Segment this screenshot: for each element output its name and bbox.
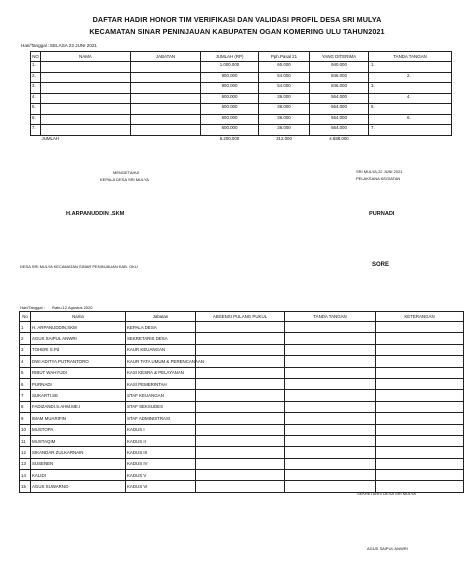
cell-nama (41, 62, 131, 73)
cell-jabatan: KADUS V (126, 470, 196, 481)
cell-jumlah: 900.000 (201, 72, 259, 83)
cell-jabatan: STAF ADMINISTRASI (126, 413, 196, 424)
cell-jabatan: STAF KEUANGAN (126, 390, 196, 401)
cell-absensi (196, 322, 285, 333)
cell-tanda-tangan (369, 62, 452, 73)
cell-jumlah: 1.000.000 (201, 62, 259, 73)
sign-left-name: H.ARPANUDDIN .SKM (66, 211, 125, 217)
signature-number-left: 5. (371, 104, 375, 109)
table-row (31, 72, 452, 83)
table-row (20, 470, 464, 481)
table-row (31, 93, 452, 104)
cell-no: 8 (20, 401, 31, 412)
sign-right-line2: PELAKSANA KEGIATAN (356, 176, 401, 181)
cell-absensi (196, 458, 285, 469)
cell-keterangan (376, 333, 464, 344)
attendance-table (19, 311, 464, 493)
col-diterima: YANG DITERIMA (310, 52, 369, 62)
sign-left-line2: KEPALA DESA SRI MULYA (100, 177, 149, 182)
cell-keterangan (376, 390, 464, 401)
cell-no: 6 (20, 378, 31, 389)
sign-left-line1: MENGETAHUI (113, 170, 140, 175)
cell-absensi (196, 470, 285, 481)
honor-table (30, 51, 452, 145)
sign-right-line1: SRI MULYA,22 JUNI 2021 (356, 169, 403, 174)
attendance-date-label: Hari/Tanggal : (20, 305, 45, 310)
cell-absensi (196, 356, 285, 367)
cell-nama (41, 125, 131, 136)
table-row (31, 114, 452, 125)
cell-absensi (196, 447, 285, 458)
signature-number-right: 4. (407, 93, 411, 99)
table-row (20, 390, 464, 401)
cell-pph: 36.000 (259, 93, 310, 104)
cell-tanda-tangan (369, 125, 452, 136)
cell-pph: 36.000 (259, 125, 310, 136)
cell-absensi (196, 435, 285, 446)
total-label: JUMLAH (41, 135, 60, 141)
cell-no (31, 135, 41, 145)
cell-nama: DWI ADITYA PUTRANTORO (31, 356, 126, 367)
cell-tanda-tangan (285, 470, 376, 481)
cell-diterima: 564.000 (310, 114, 369, 125)
cell-no: 4 (20, 356, 31, 367)
cell-pph: 36.000 (259, 114, 310, 125)
total-diterima: 4.888.000 (329, 135, 349, 141)
cell-no: 5. (31, 104, 41, 115)
cell-absensi (196, 401, 285, 412)
cell-absensi (196, 344, 285, 355)
cell-tanda-tangan (285, 378, 376, 389)
table-row (31, 62, 452, 73)
col-jabatan: Jabatan (126, 312, 196, 322)
cell-no: 13 (20, 458, 31, 469)
cell-diterima: 564.000 (310, 125, 369, 136)
col-jumlah: JUMLAH (RP) (201, 52, 259, 62)
honor-table-header (31, 52, 452, 62)
cell-jabatan: KAUR KEUANGAN (126, 344, 196, 355)
cell-jabatan (131, 114, 201, 125)
cell-tanda-tangan (285, 435, 376, 446)
cell-jabatan: KEPALA DESA (126, 322, 196, 333)
cell-jabatan: KADUS VI (126, 481, 196, 492)
cell-nama: PURNADI (31, 378, 126, 389)
cell-nama (41, 83, 131, 94)
cell-tanda-tangan (369, 135, 452, 145)
cell-nama: SUSENEN (31, 458, 126, 469)
table-row (20, 435, 464, 446)
col-no: NO (31, 52, 41, 62)
cell-jumlah: 600.000 (201, 125, 259, 136)
cell-tanda-tangan (369, 72, 452, 83)
cell-keterangan (376, 470, 464, 481)
cell-no: 1 (20, 322, 31, 333)
col-nama: Nama (31, 312, 126, 322)
cell-diterima: 846.000 (310, 83, 369, 94)
cell-diterima: 940.000 (310, 62, 369, 73)
cell-nama: RIBUT WAHYUDI (31, 367, 126, 378)
cell-jabatan (131, 125, 201, 136)
cell-jumlah: 600.000 (201, 104, 259, 115)
cell-nama: FADIZANDI.S.AHM.ME.I (31, 401, 126, 412)
cell-keterangan (376, 413, 464, 424)
cell-no: 2. (31, 72, 41, 83)
cell-nama: SUKARTI.SE (31, 390, 126, 401)
table-row (31, 83, 452, 94)
cell-keterangan (376, 367, 464, 378)
signature-number-left: 7. (371, 125, 375, 130)
cell-absensi (196, 390, 285, 401)
cell-nama (41, 93, 131, 104)
signature-number-left: 3. (371, 83, 375, 88)
cell-jabatan: KADUS III (126, 447, 196, 458)
attendance-date-value: Rabu,12 Agustus 2020 (52, 305, 93, 310)
cell-jabatan: KADUS I (126, 424, 196, 435)
cell-nama: IMAM MUARIFIN (31, 413, 126, 424)
cell-jabatan (131, 72, 201, 83)
cell-tanda-tangan (285, 322, 376, 333)
col-absensi: ABSENSI PULANG PUKUL (196, 312, 285, 322)
cell-jumlah: 900.000 (201, 83, 259, 94)
table-row (20, 322, 464, 333)
sign-right-name: PURNADI (369, 211, 395, 217)
cell-tanda-tangan (369, 93, 452, 104)
cell-nama (41, 104, 131, 115)
table-row (20, 447, 464, 458)
cell-pph: 54.000 (259, 83, 310, 94)
cell-diterima: 564.000 (310, 93, 369, 104)
cell-absensi (196, 378, 285, 389)
cell-nama: MUSTAQIM (31, 435, 126, 446)
cell-nama: MUSTOPA (31, 424, 126, 435)
cell-nama: TOHERI S.Pd (31, 344, 126, 355)
cell-keterangan (376, 344, 464, 355)
cell-tanda-tangan (369, 114, 452, 125)
cell-keterangan (376, 401, 464, 412)
org-line: DESA SRI MULYA KECAMATAN SINAR PENINJAUAN KAB. OKU (20, 264, 138, 269)
cell-jabatan: KADUS IV (126, 458, 196, 469)
total-jumlah: 5.200.000 (219, 135, 240, 141)
cell-no: 6. (31, 114, 41, 125)
cell-keterangan (376, 435, 464, 446)
cell-no: 12 (20, 447, 31, 458)
cell-jabatan: KASI PEMERINTAH (126, 378, 196, 389)
cell-nama: KALIDI (31, 470, 126, 481)
cell-absensi (196, 413, 285, 424)
table-row (20, 424, 464, 435)
cell-diterima: 846.000 (310, 72, 369, 83)
cell-nama: SIKANDAR ZULKARNAIN (31, 447, 126, 458)
cell-diterima: 564.000 (310, 104, 369, 115)
cell-absensi (196, 481, 285, 492)
cell-jabatan: STAF SEKSUDES (126, 401, 196, 412)
cell-nama (41, 114, 131, 125)
cell-no: 9 (20, 413, 31, 424)
cell-no: 3. (31, 83, 41, 94)
cell-jabatan (131, 135, 201, 145)
table-row (20, 356, 464, 367)
cell-nama (41, 72, 131, 83)
session-label: SORE (372, 262, 390, 268)
cell-no: 10 (20, 424, 31, 435)
cell-jabatan (131, 62, 201, 73)
cell-tanda-tangan (285, 344, 376, 355)
table-row (20, 333, 464, 344)
col-jabatan: JABATAN (131, 52, 201, 62)
table-row (31, 104, 452, 115)
signature-number-right: 2. (407, 72, 411, 78)
cell-tanda-tangan (369, 104, 452, 115)
cell-no: 7 (20, 390, 31, 401)
col-pph: Pph.Pasal 21 (259, 52, 310, 62)
date-label: Hari/Tanggal : (21, 43, 50, 48)
cell-tanda-tangan (285, 447, 376, 458)
footer-position: SEKRETARIS DESA SRI MULYA (357, 491, 416, 496)
col-tanda-tangan: TANDA TANGAN (369, 52, 452, 62)
cell-pph: 54.000 (259, 72, 310, 83)
cell-jabatan: KAUR TATA UMUM & PERENCANAAN (126, 356, 196, 367)
cell-jumlah: 600.000 (201, 93, 259, 104)
cell-jabatan: KADUS II (126, 435, 196, 446)
document-title-line1: DAFTAR HADIR HONOR TIM VERIFIKASI DAN VALIDASI PROFIL DESA SRI MULYA (92, 15, 382, 24)
cell-absensi (196, 367, 285, 378)
cell-tanda-tangan (285, 356, 376, 367)
cell-absensi (196, 424, 285, 435)
table-row (20, 367, 464, 378)
table-row (20, 378, 464, 389)
cell-no: 11 (20, 435, 31, 446)
signature-number-left: 1. (371, 62, 375, 67)
cell-absensi (196, 333, 285, 344)
cell-nama: AGUS SAIPUL ANWRI (31, 333, 126, 344)
table-row (20, 413, 464, 424)
cell-jumlah: 600.000 (201, 114, 259, 125)
cell-no: 5 (20, 367, 31, 378)
total-pph: 312.000 (276, 135, 292, 141)
col-nama: NAMA (41, 52, 131, 62)
cell-no: 2 (20, 333, 31, 344)
cell-pph: 36.000 (259, 104, 310, 115)
cell-tanda-tangan (285, 413, 376, 424)
cell-keterangan (376, 424, 464, 435)
table-row (31, 125, 452, 136)
table-row (20, 344, 464, 355)
cell-tanda-tangan (285, 458, 376, 469)
total-row (31, 135, 452, 145)
cell-jabatan: SEKRETARIS DESA (126, 333, 196, 344)
cell-tanda-tangan (285, 333, 376, 344)
cell-no: 14 (20, 470, 31, 481)
cell-no: 4. (31, 93, 41, 104)
cell-tanda-tangan (285, 424, 376, 435)
cell-jabatan (131, 104, 201, 115)
cell-keterangan (376, 322, 464, 333)
cell-tanda-tangan (285, 367, 376, 378)
footer-name: AGUS SAIPUL ANWRI (367, 546, 408, 551)
cell-tanda-tangan (369, 83, 452, 94)
cell-jabatan: KASI KESRA & PELAYANAN (126, 367, 196, 378)
cell-no: 15 (20, 481, 31, 492)
cell-no: 3 (20, 344, 31, 355)
cell-jabatan (131, 83, 201, 94)
cell-pph: 60.000 (259, 62, 310, 73)
col-tanda-tangan: TANDA TANGAN (285, 312, 376, 322)
table-row (20, 458, 464, 469)
cell-tanda-tangan (285, 401, 376, 412)
cell-keterangan (376, 447, 464, 458)
cell-keterangan (376, 356, 464, 367)
signature-number-right: 6. (407, 114, 411, 120)
cell-no: 1. (31, 62, 41, 73)
table-row (20, 401, 464, 412)
cell-nama: H. ARPANUDDIN,SKM (31, 322, 126, 333)
cell-keterangan (376, 458, 464, 469)
col-no: No (20, 312, 31, 322)
cell-jabatan (131, 93, 201, 104)
col-keterangan: KETERANGAN (376, 312, 464, 322)
cell-no: 7. (31, 125, 41, 136)
cell-nama: AGUS SUWARNO (31, 481, 126, 492)
cell-keterangan (376, 378, 464, 389)
date-value: SELASA 22 JUNI 2021 (50, 43, 97, 48)
document-title-line2: KECAMATAN SINAR PENINJAUAN KABUPATEN OGAN KOMERING ULU TAHUN2021 (89, 27, 385, 36)
attendance-table-header (20, 312, 464, 322)
cell-tanda-tangan (285, 390, 376, 401)
